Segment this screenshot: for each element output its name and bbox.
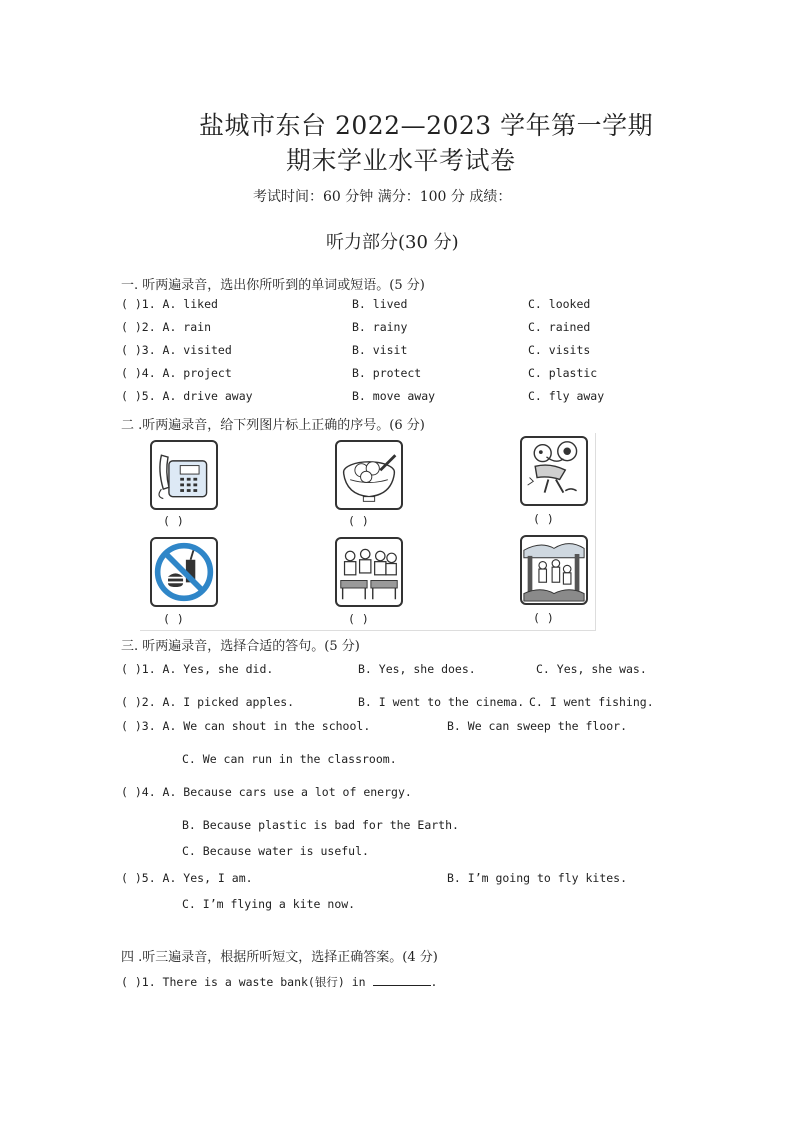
s3-q5-b: B. I’m going to fly kites. [447, 871, 628, 885]
rice-ball-bowl-icon [335, 440, 403, 510]
s1-q4-a: ( )4. A. project [121, 366, 232, 380]
section2-heading: 二 .听两遍录音，给下列图片标上正确的序号。(6 分) [121, 418, 425, 433]
s4-q1-period: . [430, 975, 438, 989]
park-scene-icon [520, 535, 588, 605]
section1-heading: 一. 听两遍录音，选出你所听到的单词或短语。(5 分) [121, 278, 425, 293]
s1-q1-a: ( )1. A. liked [121, 297, 218, 311]
s1-q3-c: C. visits [528, 343, 591, 357]
s3-q3-a: ( )3. A. We can shout in the school. [121, 719, 371, 733]
s1-q5-b: B. move away [352, 389, 436, 403]
picture6-answer: ( ) [533, 611, 554, 625]
s1-q3-a: ( )3. A. visited [121, 343, 232, 357]
s1-q4-b: B. protect [352, 366, 422, 380]
s1-q2-c: C. rained [528, 320, 591, 334]
s1-q1-c: C. looked [528, 297, 591, 311]
picture4-answer: ( ) [163, 612, 184, 626]
no-food-drink-sign-icon [150, 537, 218, 607]
section3-heading: 三. 听两遍录音，选择合适的答句。(5 分) [121, 639, 360, 654]
telephone-icon [150, 440, 218, 510]
s3-q5-a: ( )5. A. Yes, I am. [121, 871, 253, 885]
picture5-answer: ( ) [348, 612, 369, 626]
s3-q4-c: C. Because water is useful. [182, 844, 369, 858]
s3-q3-b: B. We can sweep the floor. [447, 719, 628, 733]
s1-q5-c: C. fly away [528, 389, 605, 403]
s4-q1-text: ( )1. There is a waste bank(银行) in [121, 975, 366, 989]
s3-q3-c: C. We can run in the classroom. [182, 752, 397, 766]
picture3-answer: ( ) [533, 512, 554, 526]
exam-title-line2: 期末学业水平考试卷 [286, 146, 516, 175]
s3-q4-a: ( )4. A. Because cars use a lot of energy. [121, 785, 412, 799]
picture-area-divider-horizontal [140, 630, 596, 631]
s3-q2-c: C. I went fishing. [529, 695, 654, 709]
part-title: 听力部分(30 分) [326, 232, 459, 253]
picture2-answer: ( ) [348, 514, 369, 528]
picture-area-divider-vertical [595, 433, 596, 631]
s4-q1 [121, 973, 437, 990]
s1-q5-a: ( )5. A. drive away [121, 389, 253, 403]
s1-q2-b: B. rainy [352, 320, 408, 334]
s1-q2-a: ( )2. A. rain [121, 320, 212, 334]
s3-q1-c: C. Yes, she was. [536, 662, 647, 676]
classroom-students-icon [335, 537, 403, 607]
picture1-answer: ( ) [163, 514, 184, 528]
s3-q1-b: B. Yes, she does. [358, 662, 476, 676]
section4-heading: 四 .听三遍录音，根据所听短文，选择正确答案。(4 分) [121, 950, 438, 965]
answer-blank[interactable] [373, 973, 431, 986]
s1-q4-c: C. plastic [528, 366, 598, 380]
s1-q3-b: B. visit [352, 343, 408, 357]
s3-q2-b: B. I went to the cinema. [358, 695, 525, 709]
s3-q4-b: B. Because plastic is bad for the Earth. [182, 818, 459, 832]
s3-q1-a: ( )1. A. Yes, she did. [121, 662, 274, 676]
mascot-cartoon-icon [520, 436, 588, 506]
exam-meta: 考试时间：60 分钟 满分：100 分 成绩： [253, 189, 512, 205]
s3-q5-c: C. I’m flying a kite now. [182, 897, 356, 911]
s3-q2-a: ( )2. A. I picked apples. [121, 695, 295, 709]
exam-title-line1: 盐城市东台 2022—2023 学年第一学期 [199, 111, 654, 140]
s1-q1-b: B. lived [352, 297, 408, 311]
